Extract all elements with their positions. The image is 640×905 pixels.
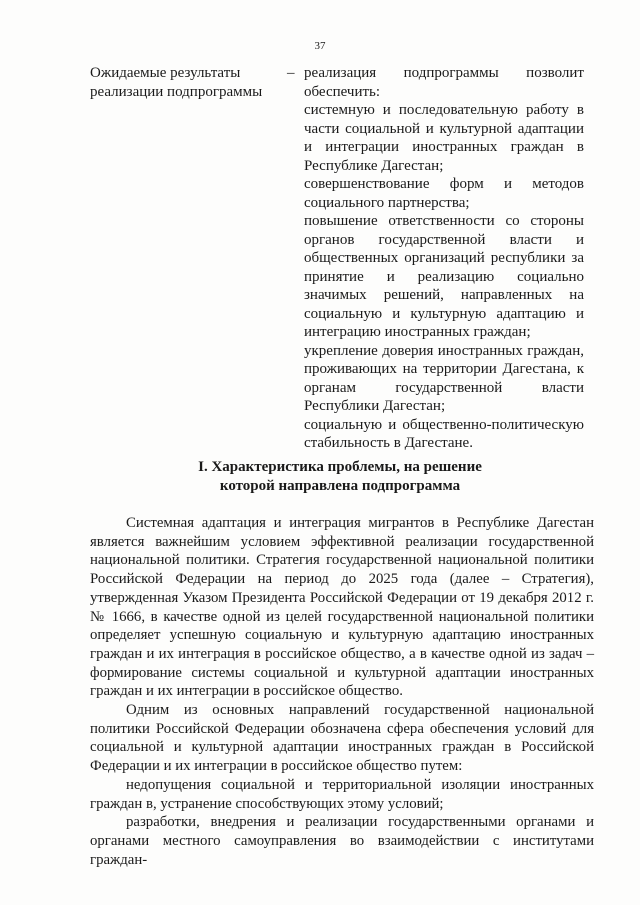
passport-value-line: социальную и общественно-политическую стабильность в Дагестане. [304,416,584,451]
paragraph: недопущения социальной и территориальной изоляции иностранных граждан в, устранение способствующих этому условий; [90,776,594,812]
passport-value-line: совершенствование форм и методов социального партнерства; [304,176,584,211]
section-title-line: которой направлена подпрограмма [219,478,461,494]
passport-value-line: повышение ответственности со стороны органов государственной власти и общественных организаций республики за принятие и реализацию социально значимых решений, направленных на социальную и культурную адаптацию и интеграцию иностранных граждан; [304,213,584,340]
paragraph: Одним из основных направлений государственной национальной политики Российской Федерации обозначена сфера обеспечения условий для социальной и культурной адаптации иностранных граждан в Российской Федерации и их интеграции в российское общество путем: [90,702,594,775]
passport-value [304,64,584,453]
passport-label: Ожидаемые результаты реализации подпрограммы [90,65,263,100]
passport-value-line: реализация подпрограммы позволит обеспечить: [304,65,584,100]
section-title [90,458,590,496]
paragraph: разработки, внедрения и реализации государственными органами и органами местного самоуправления во взаимодействии с институтами граждан- [90,814,594,868]
passport-dash: – [287,65,295,81]
body-text [90,514,594,869]
page-number: 37 [314,40,326,52]
passport-value-line: укрепление доверия иностранных граждан, проживающих на территории Дагестана, к органам государственной власти Республики Дагестан; [304,342,584,414]
paragraph: Системная адаптация и интеграция мигрантов в Республике Дагестан является важнейшим условием эффективной реализации государственной национальной политики. Стратегия государственной национальной политики Российской Федерации на период до 2025 года (далее – Стратегия), утвержденная Указом Президента Российской Федерации от 19 декабря 2012 г. № 1666, в качестве одной из целей государственной национальной политики определяет успешную социальную и культурную адаптацию иностранных граждан и их интеграция в российское общество, а в качестве одной из задач – формирование системы социальной и культурной адаптации иностранных граждан и их интеграции в российское общество. [90,515,594,700]
passport-value-line: системную и последовательную работу в части социальной и культурной адаптации и интеграции иностранных граждан в Республике Дагестан; [304,102,584,174]
section-title-line: I. Характеристика проблемы, на решение [198,459,482,475]
